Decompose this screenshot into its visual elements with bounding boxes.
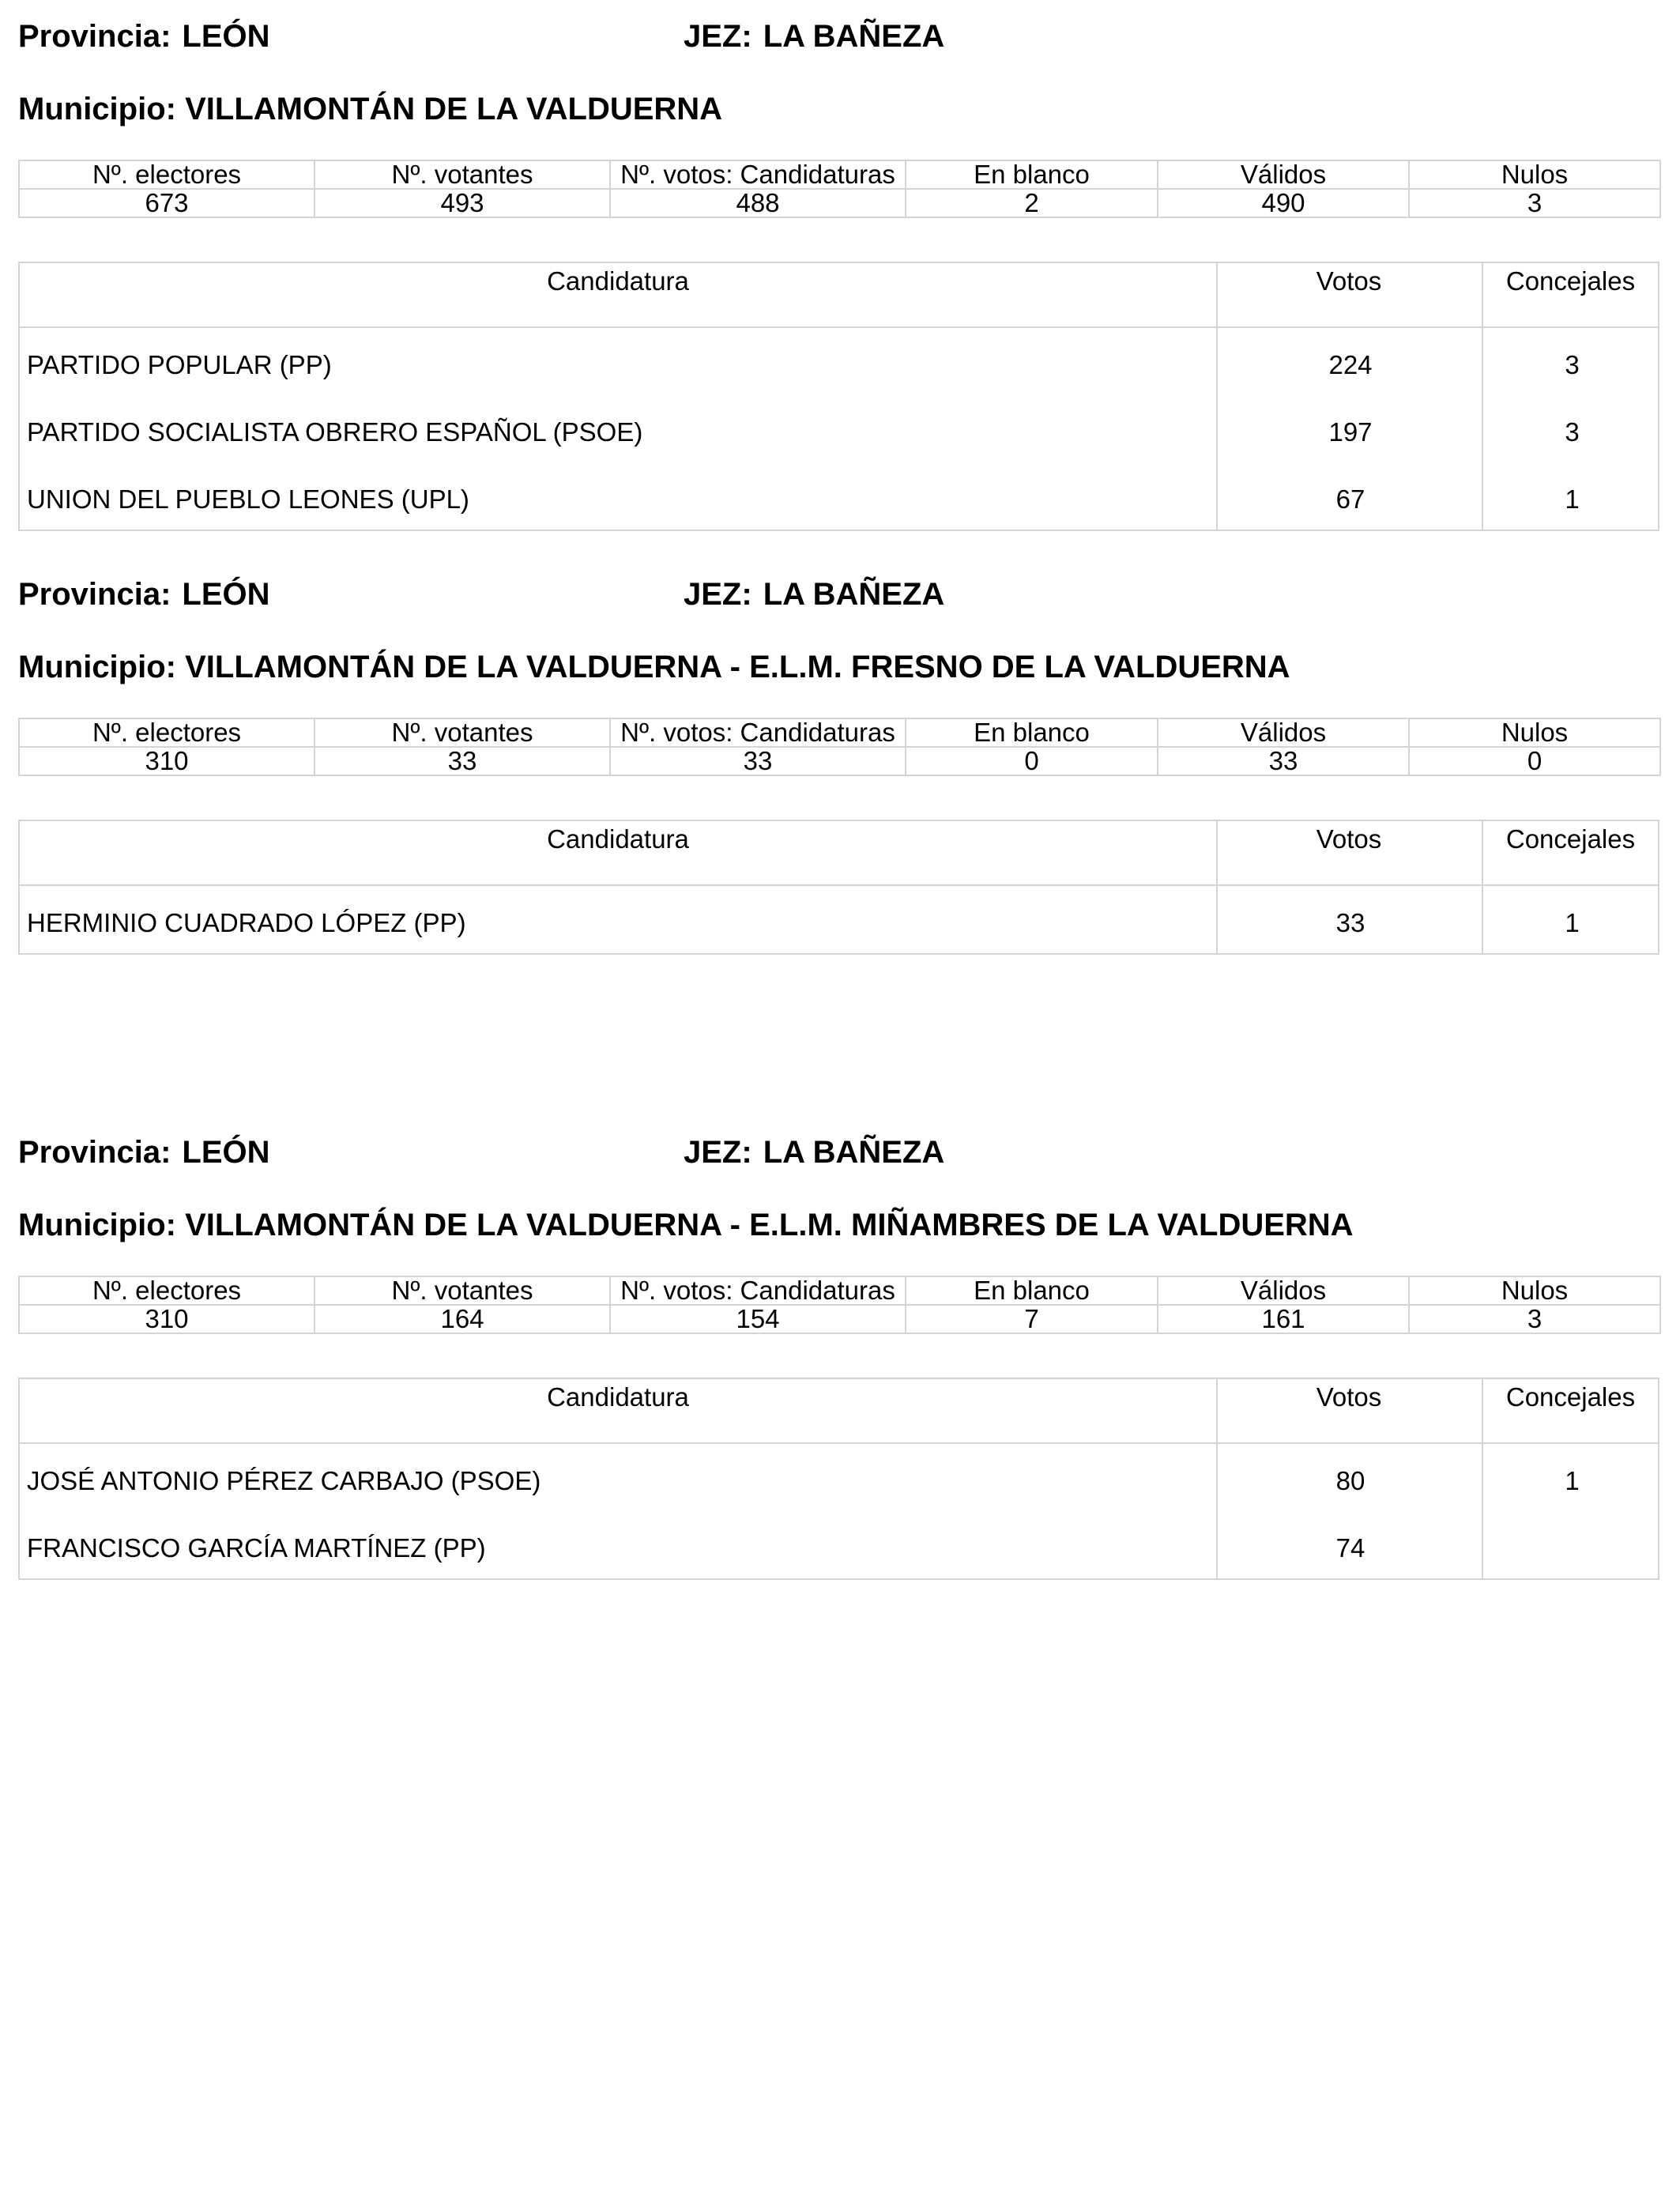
value-validos: 161 bbox=[1158, 1305, 1409, 1333]
candidate-concejales: 3 bbox=[1565, 417, 1580, 447]
value-votos-candidaturas: 154 bbox=[610, 1305, 906, 1333]
candidate-concejales: 1 bbox=[1565, 484, 1580, 514]
header-votos: Votos bbox=[1316, 824, 1382, 854]
header-validos: Válidos bbox=[1158, 1276, 1409, 1305]
candidate-name: PARTIDO POPULAR (PP) bbox=[27, 350, 332, 379]
table-row bbox=[20, 328, 1658, 395]
municipio-label: Municipio: bbox=[18, 650, 176, 684]
value-votantes: 33 bbox=[315, 747, 610, 775]
candidates-table bbox=[18, 262, 1659, 531]
candidate-votes: 67 bbox=[1335, 484, 1365, 514]
candidates-body bbox=[20, 886, 1658, 953]
candidate-votes: 80 bbox=[1335, 1466, 1365, 1495]
summary-value-row bbox=[19, 189, 1660, 217]
value-votos-candidaturas: 33 bbox=[610, 747, 906, 775]
value-votantes: 493 bbox=[315, 189, 610, 217]
municipio-value: VILLAMONTÁN DE LA VALDUERNA - E.L.M. FRESNO DE LA VALDUERNA bbox=[185, 650, 1290, 684]
header-concejales: Concejales bbox=[1505, 1382, 1636, 1412]
provincia-label: Provincia: bbox=[18, 577, 171, 612]
candidate-name: HERMINIO CUADRADO LÓPEZ (PP) bbox=[27, 908, 466, 937]
header-nulos: Nulos bbox=[1409, 160, 1660, 189]
candidate-votes: 224 bbox=[1328, 350, 1373, 379]
summary-header-row bbox=[19, 160, 1660, 189]
header-nulos: Nulos bbox=[1409, 1276, 1660, 1305]
candidate-votes: 74 bbox=[1335, 1533, 1365, 1563]
provincia-line bbox=[18, 1137, 270, 1168]
candidate-votes: 197 bbox=[1328, 417, 1373, 447]
value-en-blanco: 2 bbox=[906, 189, 1158, 217]
jez-value: LA BAÑEZA bbox=[763, 19, 945, 54]
header-votantes: Nº. votantes bbox=[315, 718, 610, 747]
value-electores: 310 bbox=[19, 1305, 315, 1333]
jez-label: JEZ: bbox=[684, 1135, 752, 1170]
header-votos: Votos bbox=[1316, 1382, 1382, 1412]
provincia-line bbox=[18, 579, 270, 610]
header-candidatura: Candidatura bbox=[547, 266, 689, 296]
value-votos-candidaturas: 488 bbox=[610, 189, 906, 217]
value-nulos: 3 bbox=[1409, 1305, 1660, 1333]
header-concejales: Concejales bbox=[1505, 266, 1636, 296]
value-nulos: 3 bbox=[1409, 189, 1660, 217]
provincia-value: LEÓN bbox=[182, 1135, 270, 1170]
jez-line bbox=[684, 1137, 944, 1168]
header-candidatura: Candidatura bbox=[547, 824, 689, 854]
header-votantes: Nº. votantes bbox=[315, 160, 610, 189]
summary-table bbox=[18, 718, 1661, 776]
header-electores: Nº. electores bbox=[19, 718, 315, 747]
candidates-table bbox=[18, 1378, 1659, 1580]
value-nulos: 0 bbox=[1409, 747, 1660, 775]
value-en-blanco: 0 bbox=[906, 747, 1158, 775]
value-electores: 310 bbox=[19, 747, 315, 775]
municipio-label: Municipio: bbox=[18, 1208, 176, 1242]
municipio-line bbox=[18, 1209, 1354, 1241]
summary-value-row bbox=[19, 747, 1660, 775]
summary-header-row bbox=[19, 1276, 1660, 1305]
candidate-name: PARTIDO SOCIALISTA OBRERO ESPAÑOL (PSOE) bbox=[27, 417, 643, 447]
header-en-blanco: En blanco bbox=[906, 1276, 1158, 1305]
header-nulos: Nulos bbox=[1409, 718, 1660, 747]
table-row bbox=[20, 1511, 1658, 1578]
value-validos: 490 bbox=[1158, 189, 1409, 217]
value-en-blanco: 7 bbox=[906, 1305, 1158, 1333]
candidate-concejales: 1 bbox=[1565, 908, 1580, 937]
jez-line bbox=[684, 21, 944, 52]
candidates-body bbox=[20, 1444, 1658, 1578]
header-votos: Votos bbox=[1316, 266, 1382, 296]
provincia-label: Provincia: bbox=[18, 19, 171, 54]
provincia-line bbox=[18, 21, 270, 52]
candidates-header-row bbox=[20, 821, 1658, 886]
municipio-label: Municipio: bbox=[18, 92, 176, 126]
jez-label: JEZ: bbox=[684, 577, 752, 612]
jez-label: JEZ: bbox=[684, 19, 752, 54]
header-concejales: Concejales bbox=[1505, 824, 1636, 854]
header-validos: Válidos bbox=[1158, 718, 1409, 747]
provincia-value: LEÓN bbox=[182, 577, 270, 612]
jez-line bbox=[684, 579, 944, 610]
candidate-votes: 33 bbox=[1335, 908, 1365, 937]
summary-header-row bbox=[19, 718, 1660, 747]
candidate-concejales: 3 bbox=[1565, 350, 1580, 379]
header-en-blanco: En blanco bbox=[906, 160, 1158, 189]
table-row bbox=[20, 462, 1658, 530]
header-en-blanco: En blanco bbox=[906, 718, 1158, 747]
value-electores: 673 bbox=[19, 189, 315, 217]
table-row bbox=[20, 395, 1658, 462]
candidate-name: FRANCISCO GARCÍA MARTÍNEZ (PP) bbox=[27, 1533, 486, 1563]
header-electores: Nº. electores bbox=[19, 160, 315, 189]
provincia-label: Provincia: bbox=[18, 1135, 171, 1170]
provincia-value: LEÓN bbox=[182, 19, 270, 54]
jez-value: LA BAÑEZA bbox=[763, 1135, 945, 1170]
candidate-concejales: 1 bbox=[1565, 1466, 1580, 1495]
header-votos-candidaturas: Nº. votos: Candidaturas bbox=[610, 718, 906, 747]
candidates-body bbox=[20, 328, 1658, 530]
municipio-value: VILLAMONTÁN DE LA VALDUERNA - E.L.M. MIÑAMBRES DE LA VALDUERNA bbox=[185, 1208, 1354, 1242]
candidates-table bbox=[18, 820, 1659, 955]
header-candidatura: Candidatura bbox=[547, 1382, 689, 1412]
municipio-line bbox=[18, 93, 722, 125]
value-votantes: 164 bbox=[315, 1305, 610, 1333]
header-votantes: Nº. votantes bbox=[315, 1276, 610, 1305]
candidate-name: JOSÉ ANTONIO PÉREZ CARBAJO (PSOE) bbox=[27, 1466, 541, 1495]
header-votos-candidaturas: Nº. votos: Candidaturas bbox=[610, 160, 906, 189]
header-votos-candidaturas: Nº. votos: Candidaturas bbox=[610, 1276, 906, 1305]
candidate-name: UNION DEL PUEBLO LEONES (UPL) bbox=[27, 484, 469, 514]
summary-table bbox=[18, 1276, 1661, 1334]
table-row bbox=[20, 1444, 1658, 1511]
jez-value: LA BAÑEZA bbox=[763, 577, 945, 612]
candidates-header-row bbox=[20, 263, 1658, 328]
municipio-line bbox=[18, 651, 1290, 683]
table-row bbox=[20, 886, 1658, 953]
header-electores: Nº. electores bbox=[19, 1276, 315, 1305]
summary-table bbox=[18, 160, 1661, 218]
summary-value-row bbox=[19, 1305, 1660, 1333]
municipio-value: VILLAMONTÁN DE LA VALDUERNA bbox=[185, 92, 723, 126]
value-validos: 33 bbox=[1158, 747, 1409, 775]
candidates-header-row bbox=[20, 1379, 1658, 1444]
header-validos: Válidos bbox=[1158, 160, 1409, 189]
